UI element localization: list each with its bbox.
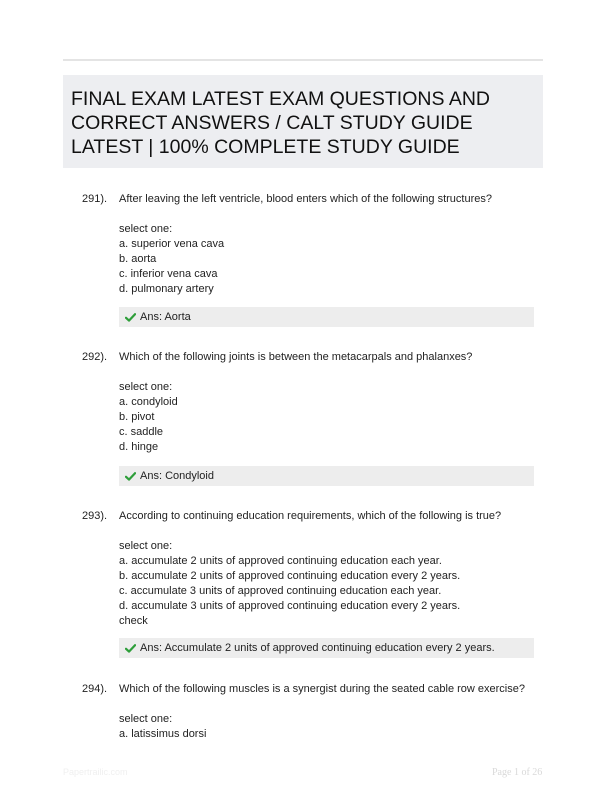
option-item: d. pulmonary artery xyxy=(119,283,214,295)
question-text: Which of the following joints is between the metacarpals and phalanxes? xyxy=(119,351,473,363)
question-text: After leaving the left ventricle, blood enters which of the following structures? xyxy=(119,193,492,205)
title-banner xyxy=(63,75,543,168)
select-prompt: select one: xyxy=(119,713,173,725)
option-item: b. pivot xyxy=(119,411,155,423)
options-list xyxy=(119,712,206,742)
select-prompt: select one: xyxy=(119,223,173,235)
question-number: 293). xyxy=(82,510,108,522)
option-item: a. condyloid xyxy=(119,396,178,408)
answer-text: Ans: Accumulate 2 units of approved continuing education every 2 years. xyxy=(140,642,495,654)
option-item: b. accumulate 2 units of approved continuing education every 2 years. xyxy=(119,570,461,582)
answer-text: Ans: Condyloid xyxy=(140,470,214,482)
select-prompt: select one: xyxy=(119,540,173,552)
checkmark-icon xyxy=(125,472,136,481)
select-prompt: select one: xyxy=(119,381,173,393)
question-number: 292). xyxy=(82,351,108,363)
option-item: a. superior vena cava xyxy=(119,238,225,250)
question-number: 291). xyxy=(82,193,108,205)
answer-box xyxy=(119,307,534,327)
option-item: check xyxy=(119,615,148,627)
top-divider xyxy=(63,59,543,61)
checkmark-icon xyxy=(125,644,136,653)
page-number: Page 1 of 26 xyxy=(492,767,543,778)
option-item: c. saddle xyxy=(119,426,164,438)
option-item: d. accumulate 3 units of approved continuing education every 2 years. xyxy=(119,600,461,612)
answer-box xyxy=(119,466,534,486)
options-list xyxy=(119,539,460,629)
option-item: a. latissimus dorsi xyxy=(119,728,207,740)
question-text: According to continuing education requirements, which of the following is true? xyxy=(119,510,502,522)
option-item: c. accumulate 3 units of approved continuing education each year. xyxy=(119,585,442,597)
footer-watermark: Papertrailic.com xyxy=(63,767,128,777)
option-item: d. hinge xyxy=(119,441,159,453)
question-text: Which of the following muscles is a synergist during the seated cable row exercise? xyxy=(119,683,525,695)
question-number: 294). xyxy=(82,683,108,695)
option-item: c. inferior vena cava xyxy=(119,268,218,280)
option-item: b. aorta xyxy=(119,253,157,265)
answer-box xyxy=(119,638,534,658)
options-list xyxy=(119,222,224,297)
document-title: FINAL EXAM LATEST EXAM QUESTIONS AND CORRECT ANSWERS / CALT STUDY GUIDE LATEST | 100% COMPLETE STUDY GUIDE xyxy=(71,88,490,158)
option-item: a. accumulate 2 units of approved continuing education each year. xyxy=(119,555,442,567)
answer-text: Ans: Aorta xyxy=(140,311,191,323)
options-list xyxy=(119,380,178,455)
checkmark-icon xyxy=(125,313,136,322)
